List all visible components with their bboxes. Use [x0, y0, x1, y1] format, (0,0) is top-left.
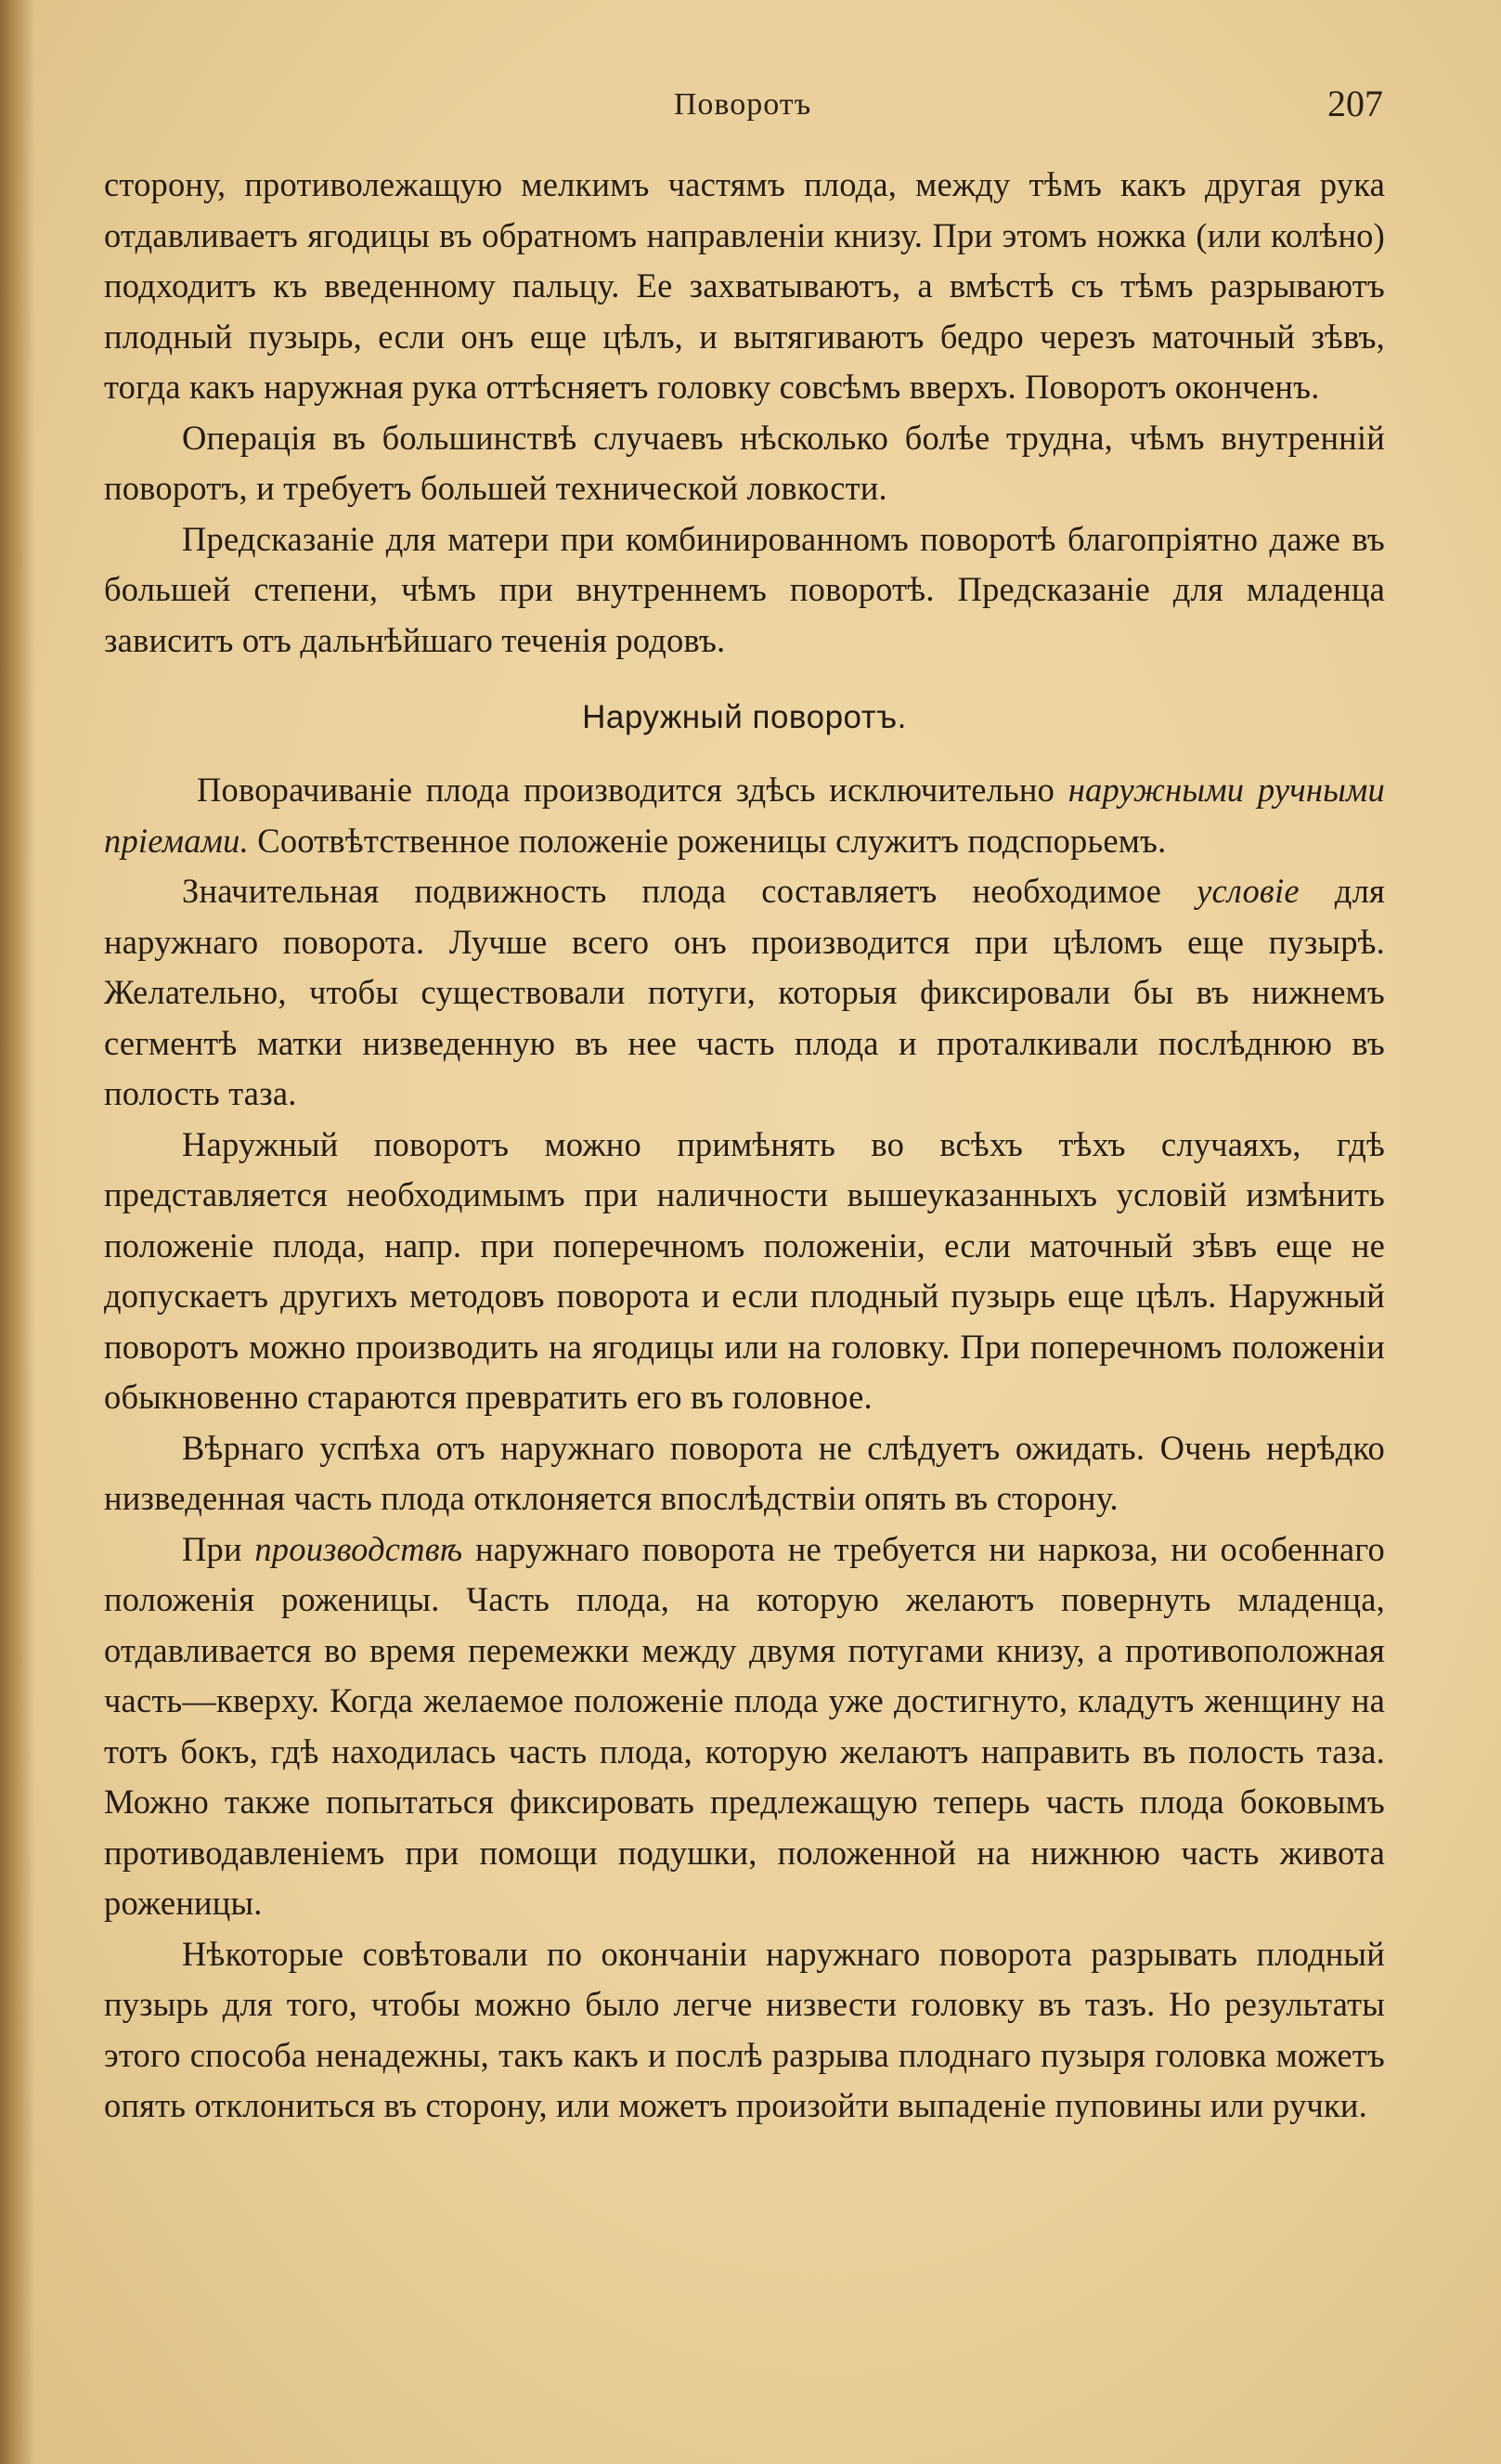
- paragraph-8-start: При: [182, 1529, 255, 1568]
- page-header: [102, 82, 1383, 128]
- paragraph-6: Наружный поворотъ можно примѣнять во всѣхъ тѣхъ случаяхъ, гдѣ представляется необходимымъ при наличности вышеуказанныхъ условій измѣнить положеніе плода, напр. при поперечномъ положеніи, если маточный зѣвъ еще не допускаетъ другихъ методовъ поворота и если плодный пузырь еще цѣлъ. Наружный поворотъ можно производить на ягодицы или на головку. При поперечномъ положеніи обыкновенно стараются превратить его въ головное.: [104, 1124, 1385, 1416]
- page-number: 207: [1327, 83, 1383, 124]
- paragraph-4-end: Соотвѣтственное положеніе роженицы служитъ подспорьемъ.: [248, 821, 1167, 860]
- running-title: Поворотъ: [673, 87, 812, 122]
- paragraph-7: Вѣрнаго успѣха отъ наружнаго поворота не слѣдуетъ ожидать. Очень нерѣдко низведенная часть плода отклоняется впослѣдствіи опять въ сторону.: [104, 1428, 1385, 1517]
- page-body: [104, 160, 1385, 2132]
- paragraph-5-emphasis: условіе: [1197, 872, 1300, 910]
- paragraph-5-start: Значительная подвижность плода составляетъ необходимое: [182, 872, 1197, 910]
- paragraph-4-start: Поворачиваніе плода производится здѣсь исключительно: [197, 771, 1068, 809]
- paragraph-9: Нѣкоторые совѣтовали по окончаніи наружнаго поворота разрывать плодный пузырь для того, чтобы можно было легче низвести головку въ тазъ. Но результаты этого способа ненадежны, такъ какъ и послѣ разрыва плоднаго пузыря головка можетъ опять отклониться въ сторону, или можетъ произойти выпаденіе пуповины или ручки.: [104, 1934, 1385, 2124]
- paragraph-4-emphasis: наружными ручными пріемами.: [104, 771, 1385, 860]
- paragraph-4: [104, 765, 1385, 866]
- paragraph-8-emphasis: производствѣ: [254, 1529, 463, 1568]
- section-heading: Наружный поворотъ.: [582, 699, 907, 735]
- paragraph-2: Операція въ большинствѣ случаевъ нѣсколько болѣе трудна, чѣмъ внутренній поворотъ, и требуетъ большей технической ловкости.: [104, 418, 1385, 507]
- book-spine-shadow: [0, 0, 35, 2464]
- paragraph-3: Предсказаніе для матери при комбинированномъ поворотѣ благопріятно даже въ большей степени, чѣмъ при внутреннемъ поворотѣ. Предсказаніе для младенца зависитъ отъ дальнѣйшаго теченія родовъ.: [104, 519, 1385, 659]
- paragraph-1: сторону, противолежащую мелкимъ частямъ плода, между тѣмъ какъ другая рука отдавливаетъ ягодицы въ обратномъ направленіи книзу. При этомъ ножка (или колѣно) подходитъ къ введенному пальцу. Ее захватываютъ, а вмѣстѣ съ тѣмъ разрываютъ плодный пузырь, если онъ еще цѣлъ, и вытягиваютъ бедро черезъ маточный зѣвъ, тогда какъ наружная рука оттѣсняетъ головку совсѣмъ вверхъ. Поворотъ оконченъ.: [104, 165, 1385, 406]
- paragraph-8: [104, 1524, 1385, 1929]
- paragraph-5: [104, 866, 1385, 1120]
- paragraph-8-end: наружнаго поворота не требуется ни наркоза, ни особеннаго положенія роженицы. Часть плода, на которую желаютъ повернуть младенца, отдавливается во время перемежки между двумя потугами книзу, а противоположная часть—кверху. Когда желаемое положеніе плода уже достигнуто, кладутъ женщину на тотъ бокъ, гдѣ находилась часть плода, которую желаютъ направить въ полость таза. Можно также попытаться фиксировать предлежащую теперь часть плода боковымъ противодавленіемъ при помощи подушки, положенной на нижнюю часть живота роженицы.: [104, 1529, 1385, 1922]
- paragraph-5-end: для наружнаго поворота. Лучше всего онъ производится при цѣломъ еще пузырѣ. Желательно, чтобы существовали потуги, которыя фиксировали бы въ нижнемъ сегментѣ матки низведенную въ нее часть плода и проталкивали послѣднюю въ полость таза.: [104, 872, 1385, 1112]
